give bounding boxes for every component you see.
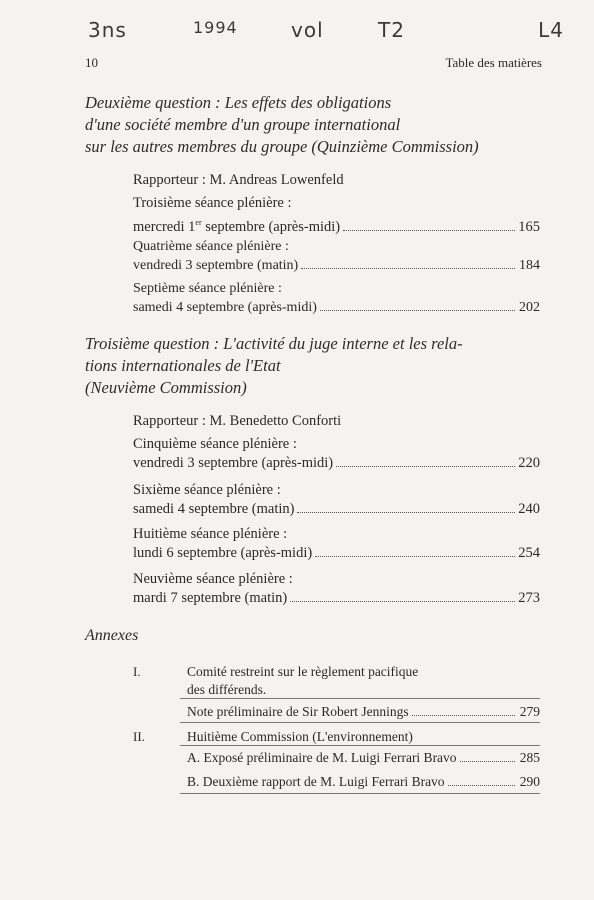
annex-entry (187, 774, 540, 790)
annex-numeral: II. (133, 729, 145, 744)
entry-page: 285 (519, 750, 540, 765)
entry-page: 184 (519, 258, 540, 273)
entry-date: mardi 7 septembre (matin) (133, 590, 288, 606)
rapporteur: Rapporteur : M. Benedetto Conforti (133, 413, 342, 429)
entry-session: Quatrième séance plénière : (133, 239, 289, 254)
dot-leader (297, 512, 515, 513)
toc-entry (133, 570, 540, 608)
dot-leader (343, 230, 515, 231)
entry-page: 254 (518, 545, 540, 561)
entry-date: lundi 6 septembre (après-midi) (133, 545, 313, 561)
entry-page: 273 (518, 590, 540, 606)
annex-entry-text: A. Exposé préliminaire de M. Luigi Ferrari Bravo (187, 750, 457, 765)
divider (180, 793, 540, 794)
dot-leader (301, 268, 515, 269)
dot-leader (315, 556, 515, 557)
entry-session: Huitième séance plénière : (133, 526, 288, 542)
section-title-3 (85, 333, 545, 399)
entry-page: 202 (519, 300, 540, 315)
running-header (85, 55, 542, 73)
annotation-4: T2 (378, 18, 405, 42)
entry-date: mercredi 1er septembre (après-midi) (133, 218, 341, 235)
entry-page: 279 (519, 704, 540, 719)
toc-entry (133, 194, 540, 237)
dot-leader (412, 715, 515, 716)
dot-leader (320, 310, 515, 311)
handwritten-annotations (88, 12, 564, 48)
toc-entry (133, 435, 540, 473)
dot-leader (336, 466, 515, 467)
entry-page: 240 (518, 501, 540, 517)
annotation-1: 3ns (88, 18, 127, 42)
annex-entry (187, 704, 540, 720)
entry-date: samedi 4 septembre (après-midi) (133, 300, 317, 315)
divider (180, 745, 540, 746)
rapporteur: Rapporteur : M. Andreas Lowenfeld (133, 172, 344, 188)
section-title-2 (85, 92, 545, 158)
annotation-2: 1994 (193, 18, 238, 37)
page-number: 10 (85, 55, 98, 70)
annotation-3: vol (291, 18, 324, 42)
toc-entry (133, 279, 540, 317)
annexes-title: Annexes (85, 627, 139, 644)
annex-heading: Comité restreint sur le règlement pacifique des différends. (187, 664, 419, 697)
toc-entry (133, 481, 540, 519)
entry-date: vendredi 3 septembre (matin) (133, 258, 299, 273)
section-title-line: (Neuvième Commission) (85, 378, 247, 397)
running-title: Table des matières (445, 55, 542, 70)
entry-session: Sixième séance plénière : (133, 482, 281, 498)
entry-date: vendredi 3 septembre (après-midi) (133, 455, 334, 471)
annex-entry-text: B. Deuxième rapport de M. Luigi Ferrari Bravo (187, 774, 445, 789)
annex-entry (187, 750, 540, 766)
toc-entry (133, 237, 540, 275)
entry-page: 290 (519, 774, 540, 789)
entry-session: Cinquième séance plénière : (133, 436, 297, 452)
section-title-line: sur les autres membres du groupe (Quinzième Commission) (85, 137, 479, 156)
divider (180, 698, 540, 699)
annex-heading: Huitième Commission (L'environnement) (187, 729, 413, 744)
annotation-5: L4 (538, 18, 564, 42)
entry-session: Neuvième séance plénière : (133, 571, 293, 587)
section-title-line: Troisième question : L'activité du juge interne et les rela- (85, 334, 463, 353)
section-title-line: tions internationales de l'Etat (85, 356, 281, 375)
dot-leader (448, 785, 515, 786)
annex-entry-text: Note préliminaire de Sir Robert Jennings (187, 704, 409, 719)
dot-leader (460, 761, 515, 762)
section-title-line: Deuxième question : Les effets des obligations (85, 93, 392, 112)
entry-session: Troisième séance plénière : (133, 195, 292, 211)
section-title-line: d'une société membre d'un groupe international (85, 115, 401, 134)
divider (180, 722, 540, 723)
annex-numeral: I. (133, 664, 141, 679)
toc-entry (133, 525, 540, 563)
dot-leader (290, 601, 515, 602)
entry-date: samedi 4 septembre (matin) (133, 501, 295, 517)
entry-page: 220 (518, 455, 540, 471)
entry-session: Septième séance plénière : (133, 281, 282, 296)
entry-page: 165 (518, 218, 540, 235)
